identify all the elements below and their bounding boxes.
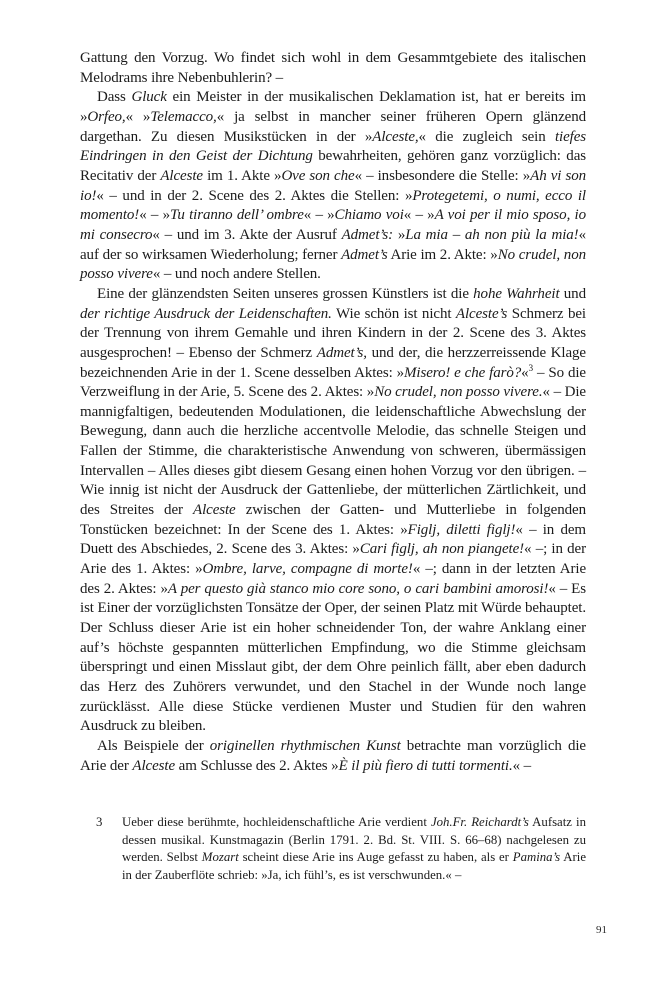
body-text — [80, 49, 586, 776]
footnote-marker: 3 — [96, 815, 103, 829]
body-paragraph: Dass Gluck ein Meister in der musikalischen Deklamation ist, hat er bereits im »Orfeo,« »Telemacco,« ja selbst in mancher seiner früheren Opern glänzend dargethan. Zu diesen Musikstücken in der »Alceste,« die zugleich sein tiefes Eindringen in den Geist der Dichtung bewahrheiten, gehören ganz vorzüglich: das Recitativ der Alceste im 1. Akte »Ove son che« – insbesondere die Stelle: »Ah vi son io!« – und in der 2. Scene des 2. Aktes die Stellen: »Protegetemi, o numi, ecco il momento!« – »Tu tiranno dell’ ombre« – »Chiamo voi« – »A voi per il mio sposo, io mi consecro« – und im 3. Akte der Ausruf Admet’s: »La mia – ah non più la mia!« auf der so wirksamen Wiederholung; ferner Admet’s Arie im 2. Akte: »No crudel, non posso vivere« – und noch andere Stellen. — [80, 89, 586, 283]
page-number: 91 — [596, 924, 607, 936]
body-paragraph: Gattung den Vorzug. Wo findet sich wohl in dem Gesammtgebiete des italischen Melodrams ihre Nebenbuhlerin? – — [80, 50, 586, 86]
body-paragraph: Eine der glänzendsten Seiten unseres grossen Künstlers ist die hohe Wahrheit und der richtige Ausdruck der Leidenschaften. Wie schön ist nicht Alceste’s Schmerz bei der Trennung von ihrem Gemahle und ihren Kindern in der 2. Scene des 3. Aktes ausgesprochen! – Ebenso der Schmerz Admet’s, und der, die herzzerreissende Klage bezeichnenden Arie in der 1. Scene desselben Aktes: »Misero! e che farò?«$^3$ – So die Verzweiflung in der Arie, 5. Scene des 2. Aktes: »No crudel, non posso vivere.« – Die mannigfaltigen, bedeutenden Modulationen, die leidenschaftliche Abwechslung der Bewegung, dann auch die herzliche accentvolle Melodie, das schnelle Steigen und Fallen der Stimme, die charakteristische Anwendung von schweren, übermässigen Intervallen – Alles dieses gibt diesem Gesang einen hohen Vorzug vor den übrigen. – Wie innig ist nicht der Ausdruck der Gattenliebe, der mütterlichen Zärtlichkeit, und des Streites der Alceste zwischen der Gatten- und Mutterliebe in folgenden Tonstücken bezeichnet: In der Scene des 1. Aktes: »Figlj, diletti figlj!« – in dem Duett des Abschiedes, 2. Scene des 3. Aktes: »Cari figlj, ah non piangete!« –; in der Arie des 1. Aktes: »Ombre, larve, compagne di morte!« –; dann in der letzten Arie des 2. Aktes: »A per questo già stanco mio core sono, o cari bambini amorosi!« – Es ist Einer der vorzüglichsten Tonsätze der Oper, der seinen Platz mit Würde behauptet. Der Schluss dieser Arie ist ein hoher schneidender Ton, der wahre Anklang einer auf’s höchste gespannten mütterlichen Empfindung, wo die Stimme gleichsam überspringt und einen Misslaut gibt, der dem Ohre peinlich fällt, aber eben dadurch das Herz des Zuhörers verwundet, und den Stachel in der Wunde noch lange zurücklässt. Alle diese Stücke verdienen Muster und Studien für den wahren Ausdruck zu bleiben. — [80, 285, 587, 735]
body-paragraph: Als Beispiele der originellen rhythmischen Kunst betrachte man vorzüglich die Arie der Alceste am Schlusse des 2. Aktes »È il più fiero di tutti tormenti.« – — [80, 737, 586, 774]
footnote-text: Ueber diese berühmte, hochleidenschaftliche Arie verdient Joh.Fr. Reichardt’s Aufsatz in dessen musikal. Kunstmagazin (Berlin 1791. 2. Bd. St. VIII. S. 66–68) nachgelesen zu werden. Selbst Mozart scheint diese Arie ins Auge gefasst zu haben, als er Pamina’s Arie in der Zauberflöte schrieb: »Ja, ich fühl’s, es ist verschwunden.« – — [122, 815, 587, 882]
footnote — [80, 814, 586, 884]
